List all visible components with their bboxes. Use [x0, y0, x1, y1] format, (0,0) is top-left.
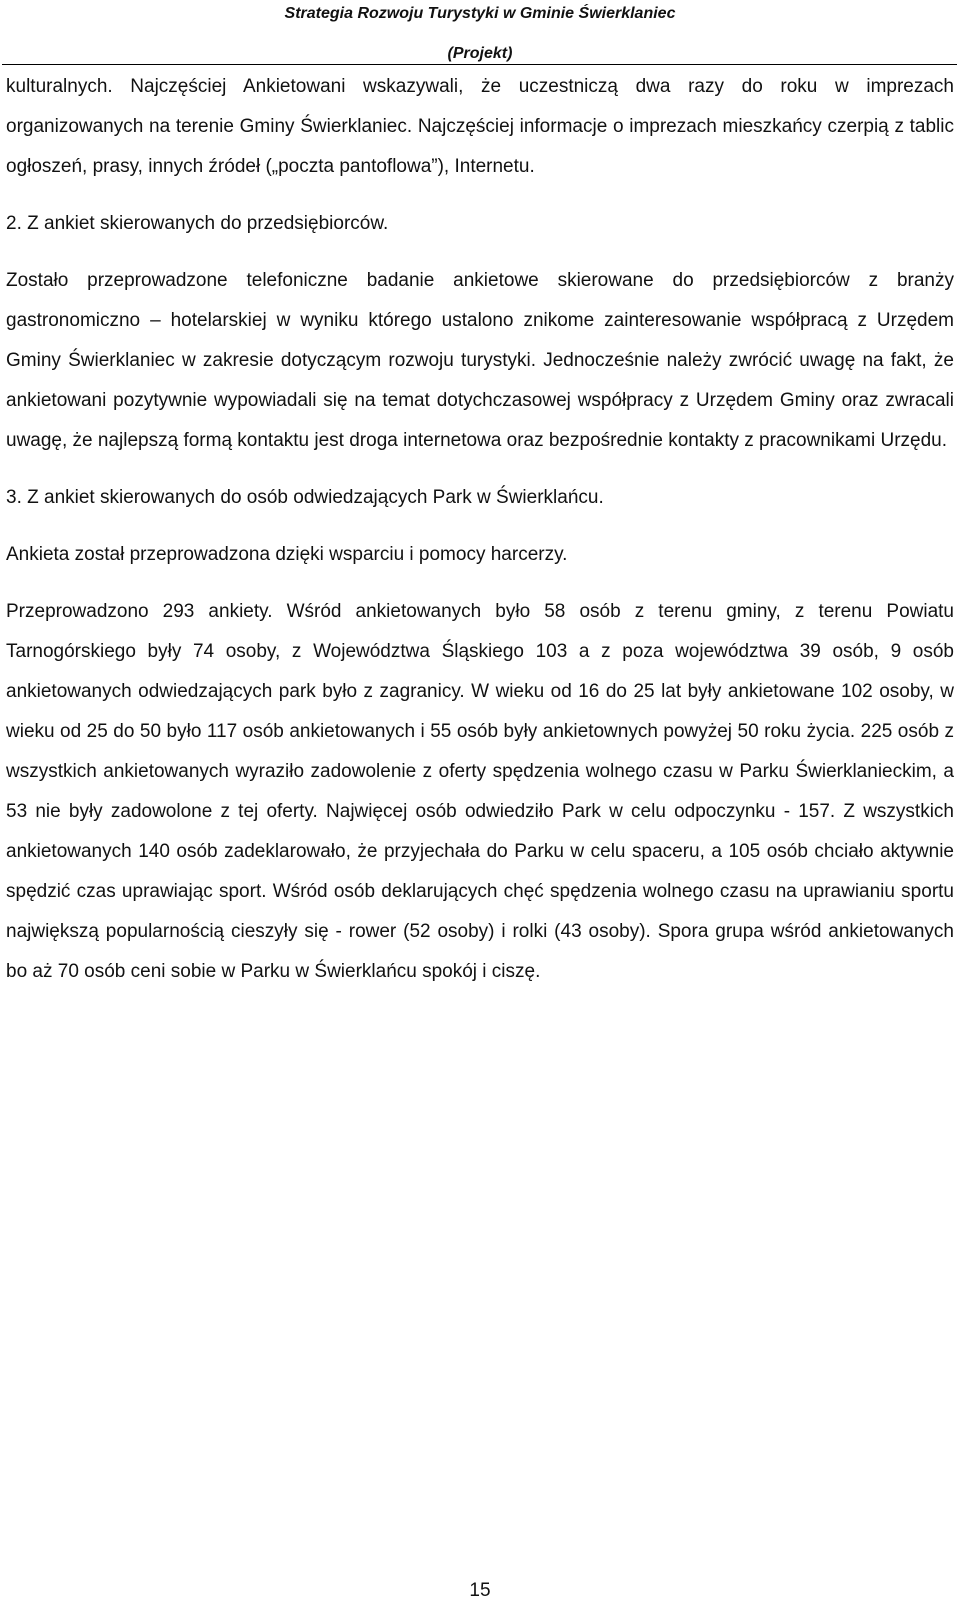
paragraph-continuation: kulturalnych. Najczęściej Ankietowani wskazywali, że uczestniczą dwa razy do roku w imprezach organizowanych na terenie Gminy Świerklaniec. Najczęściej informacje o imprezach mieszkańcy czerpią z tablic ogłoszeń, prasy, innych źródeł („poczta pantoflowa”), Internetu. — [6, 76, 954, 177]
section-heading-entrepreneurs: 2. Z ankiet skierowanych do przedsiębiorców. — [6, 213, 389, 234]
paragraph-entrepreneurs-survey: Zostało przeprowadzone telefoniczne badanie ankietowe skierowane do przedsiębiorców z branży gastronomiczno – hotelarskiej w wyniku którego ustalono znikome zainteresowanie współpracą z Urzędem Gminy Świerklaniec w zakresie dotyczącym rozwoju turystyki. Jednocześnie należy zwrócić uwagę na fakt, że ankietowani pozytywnie wypowiadali się na temat dotychczasowej współpracy z Urzędem Gminy oraz zwracali uwagę, że najlepszą formą kontaktu jest droga internetowa oraz bezpośrednie kontakty z pracownikami Urzędu. — [6, 270, 954, 451]
document-title: Strategia Rozwoju Turystyki w Gminie Świerklaniec — [284, 5, 676, 22]
document-body — [6, 67, 954, 992]
document-subtitle: (Projekt) — [447, 45, 513, 62]
paragraph-park-survey-results: Przeprowadzono 293 ankiety. Wśród ankietowanych było 58 osób z terenu gminy, z terenu Powiatu Tarnogórskiego były 74 osoby, z Województwa Śląskiego 103 a z poza województwa 39 osób, 9 osób ankietowanych odwiedzających park było z zagranicy. W wieku od 16 do 25 lat były ankietowane 102 osoby, w wieku od 25 do 50 było 117 osób ankietowanych i 55 osób były ankietownych powyżej 50 roku życia. 225 osób z wszystkich ankietowanych wyraziło zadowolenie z oferty spędzenia wolnego czasu w Parku Świerklanieckim, a 53 nie były zadowolone z tej oferty. Najwięcej osób odwiedziło Park w celu odpoczynku - 157. Z wszystkich ankietowanych 140 osób zadeklarowało, że przyjechała do Parku w celu spaceru, a 105 osób chciało aktywnie spędzić czas uprawiając sport. Wśród osób deklarujących chęć spędzenia wolnego czasu na uprawianiu sportu największą popularnością cieszyły się - rower (52 osoby) i rolki (43 osoby). Spora grupa wśród ankietowanych bo aż 70 osób ceni sobie w Parku w Świerklańcu spokój i ciszę. — [6, 601, 954, 982]
section-heading-park-visitors: 3. Z ankiet skierowanych do osób odwiedzających Park w Świerklańcu. — [6, 487, 604, 508]
paragraph-scouts-support: Ankieta został przeprowadzona dzięki wsparciu i pomocy harcerzy. — [6, 544, 568, 565]
page-header — [0, 4, 960, 64]
header-divider — [2, 64, 957, 65]
page-number: 15 — [469, 1580, 491, 1601]
